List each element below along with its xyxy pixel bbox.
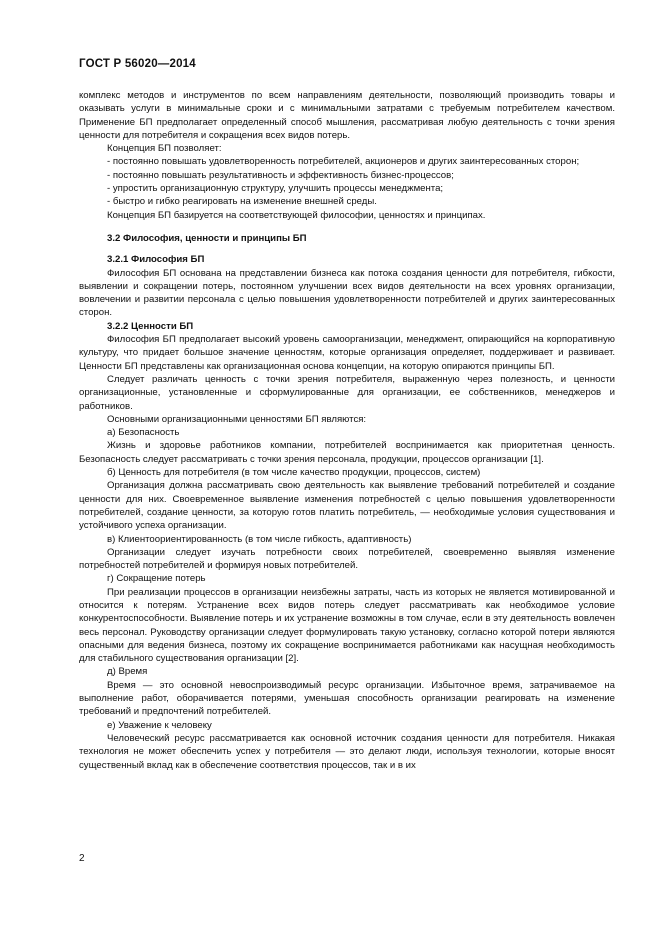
list-item: - упростить организационную структуру, улучшить процессы менеджмента;: [107, 183, 444, 195]
value-heading: а) Безопасность: [107, 427, 180, 439]
paragraph: Следует различать ценность с точки зрения потребителя, выраженную через полезность, и ценности организационные, установленные и сформулированные для организации, ее собственников, менеджеров и работников.: [79, 373, 615, 412]
value-heading: б) Ценность для потребителя (в том числе качество продукции, процессов, систем): [107, 467, 481, 479]
paragraph: Концепция БП позволяет:: [107, 143, 222, 155]
section-heading: 3.2 Философия, ценности и принципы БП: [107, 232, 307, 244]
document-header: ГОСТ Р 56020—2014: [79, 58, 196, 70]
value-heading: д) Время: [107, 666, 148, 678]
list-item: - быстро и гибко реагировать на изменение внешней среды.: [107, 196, 377, 208]
list-item: - постоянно повышать удовлетворенность потребителей, акционеров и других заинтересованных сторон;: [107, 156, 580, 168]
paragraph: Организации следует изучать потребности своих потребителей, своевременно выявляя изменение потребностей потребителей и формируя новых потребителей.: [79, 546, 615, 572]
paragraph: Жизнь и здоровье работников компании, потребителей воспринимается как приоритетная ценность. Безопасность следует рассматривать с точки зрения персонала, продукции, процессов организации [1].: [79, 440, 615, 465]
value-heading: в) Клиентоориентированность (в том числе гибкость, адаптивность): [107, 533, 412, 545]
paragraph-intro: комплекс методов и инструментов по всем направлениям деятельности, позволяющий производить товары и оказывать услуги в минимальные сроки и с минимальными затратами с требуемым потребителем качеством. Применение БП предполагает определенный способ мышления, рассматривая любую деятельность с точки зрения ценности для потребителя и сокращения всех видов потерь.: [79, 90, 615, 141]
paragraph: При реализации процессов в организации неизбежны затраты, часть из которых не является мотивированной и относится к потерям. Устранение всех видов потерь следует рассматривать как необходимое условие конкурентоспособности. Выявление потерь и их устранение возможны в том случае, если в эту деятельность вовлечен весь персонал. Руководству организации следует формулировать такую установку, согласно которой потери являются опасными для ведения бизнеса, поэтому их сокращение воспринимается работниками как насущная необходимость для стабильного существования организации [2].: [79, 586, 615, 665]
subsection-heading: 3.2.1 Философия БП: [107, 254, 205, 266]
paragraph: Основными организационными ценностями БП являются:: [107, 413, 367, 425]
document-body: [79, 89, 615, 772]
value-heading: г) Сокращение потерь: [107, 573, 206, 585]
value-heading: е) Уважение к человеку: [107, 719, 212, 731]
list-item: - постоянно повышать результативность и эффективность бизнес-процессов;: [107, 169, 454, 181]
paragraph: Философия БП предполагает высокий уровень самоорганизации, менеджмент, опирающийся на корпоративную культуру, что придает большое значение ценностям, которые организация определяет, поддерживает и развивает. Ценности БП представлены как организационная основа концепции, на которую опираются принципы БП.: [79, 334, 615, 372]
paragraph: Концепция БП базируется на соответствующей философии, ценностях и принципах.: [107, 209, 486, 221]
paragraph: Философия БП основана на представлении бизнеса как потока создания ценности для потребителя, гибкости, выявлении и сокращении потерь, постоянном улучшении всех видов деятельности на всех уровнях организации, вовлечении и развитии персонала с целью повышения удовлетворенности потребителей и других заинтересованных сторон.: [79, 267, 615, 319]
paragraph: Человеческий ресурс рассматривается как основной источник создания ценности для потребителя. Никакая технология не может обеспечить успех у потребителя — это делают люди, используя технологии, которые вносят существенный вклад как в обеспечение соответствия процессов, так и в их: [79, 732, 615, 771]
paragraph: Время — это основной невоспроизводимый ресурс организации. Избыточное время, затрачиваемое на выполнение работ, оборачивается потерями, уменьшая способность организации реагировать на изменение требований и предпочтений потребителей.: [79, 679, 615, 718]
paragraph: Организация должна рассматривать свою деятельность как выявление требований потребителей и создание ценности для них. Своевременное выявление изменения потребностей с целью повышения удовлетворенности потребителей, создание ценности, за которую готов платить потребитель, — необходимые условия существования и устойчивого успеха организации.: [79, 480, 615, 532]
subsection-heading: 3.2.2 Ценности БП: [107, 320, 194, 332]
page-number: 2: [79, 853, 85, 864]
